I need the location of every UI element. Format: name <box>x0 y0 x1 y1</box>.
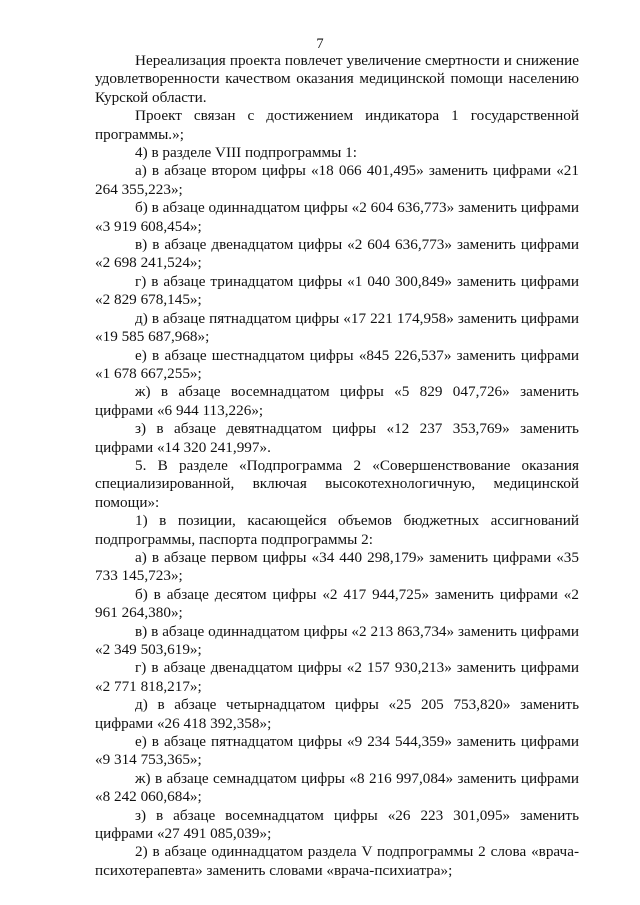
paragraph: ж) в абзаце восемнадцатом цифры «5 829 047,726» заменить цифрами «6 944 113,226»; <box>95 383 579 419</box>
paragraph: 4) в разделе VIII подпрограммы 1: <box>135 144 357 162</box>
page-number: 7 <box>316 36 324 52</box>
paragraph: д) в абзаце пятнадцатом цифры «17 221 174,958» заменить цифрами «19 585 687,968»; <box>95 309 579 346</box>
paragraph: е) в абзаце шестнадцатом цифры «845 226,537» заменить цифрами «1 678 667,255»; <box>95 346 579 382</box>
paragraph: б) в абзаце десятом цифры «2 417 944,725» заменить цифрами «2 961 264,380»; <box>95 585 579 622</box>
paragraph: а) в абзаце первом цифры «34 440 298,179» заменить цифрами «35 733 145,723»; <box>95 548 579 585</box>
paragraph: г) в абзаце тринадцатом цифры «1 040 300,849» заменить цифрами «2 829 678,145»; <box>95 272 579 309</box>
paragraph: в) в абзаце двенадцатом цифры «2 604 636,773» заменить цифрами «2 698 241,524»; <box>95 236 579 272</box>
paragraph: д) в абзаце четырнадцатом цифры «25 205 753,820» заменить цифрами «26 418 392,358»; <box>95 696 579 732</box>
paragraph: 2) в абзаце одиннадцатом раздела V подпрограммы 2 слова «врача-психотерапевта» заменить словами «врача-психиатра»; <box>95 843 579 879</box>
paragraph: а) в абзаце втором цифры «18 066 401,495» заменить цифрами «21 264 355,223»; <box>95 162 579 198</box>
paragraph: 5. В разделе «Подпрограмма 2 «Совершенствование оказания специализированной, включая высокотехнологичную, медицинской помощи»: <box>95 456 579 511</box>
paragraph: з) в абзаце восемнадцатом цифры «26 223 301,095» заменить цифрами «27 491 085,039»; <box>95 806 579 843</box>
paragraph: е) в абзаце пятнадцатом цифры «9 234 544,359» заменить цифрами «9 314 753,365»; <box>95 733 579 769</box>
paragraph: г) в абзаце двенадцатом цифры «2 157 930,213» заменить цифрами «2 771 818,217»; <box>95 659 579 695</box>
paragraph: Проект связан с достижением индикатора 1 государственной программы.»; <box>95 107 579 143</box>
paragraph: б) в абзаце одиннадцатом цифры «2 604 636,773» заменить цифрами «3 919 608,454»; <box>95 199 579 235</box>
paragraph: ж) в абзаце семнадцатом цифры «8 216 997,084» заменить цифрами «8 242 060,684»; <box>95 769 579 806</box>
paragraph: в) в абзаце одиннадцатом цифры «2 213 863,734» заменить цифрами «2 349 503,619»; <box>95 622 579 658</box>
paragraph: з) в абзаце девятнадцатом цифры «12 237 353,769» заменить цифрами «14 320 241,997». <box>95 420 579 456</box>
paragraph: Нереализация проекта повлечет увеличение смертности и снижение удовлетворенности качеством оказания медицинской помощи населению Курской области. <box>95 52 579 106</box>
document-body <box>95 52 579 880</box>
paragraph: 1) в позиции, касающейся объемов бюджетных ассигнований подпрограммы, паспорта подпрограммы 2: <box>95 512 579 548</box>
